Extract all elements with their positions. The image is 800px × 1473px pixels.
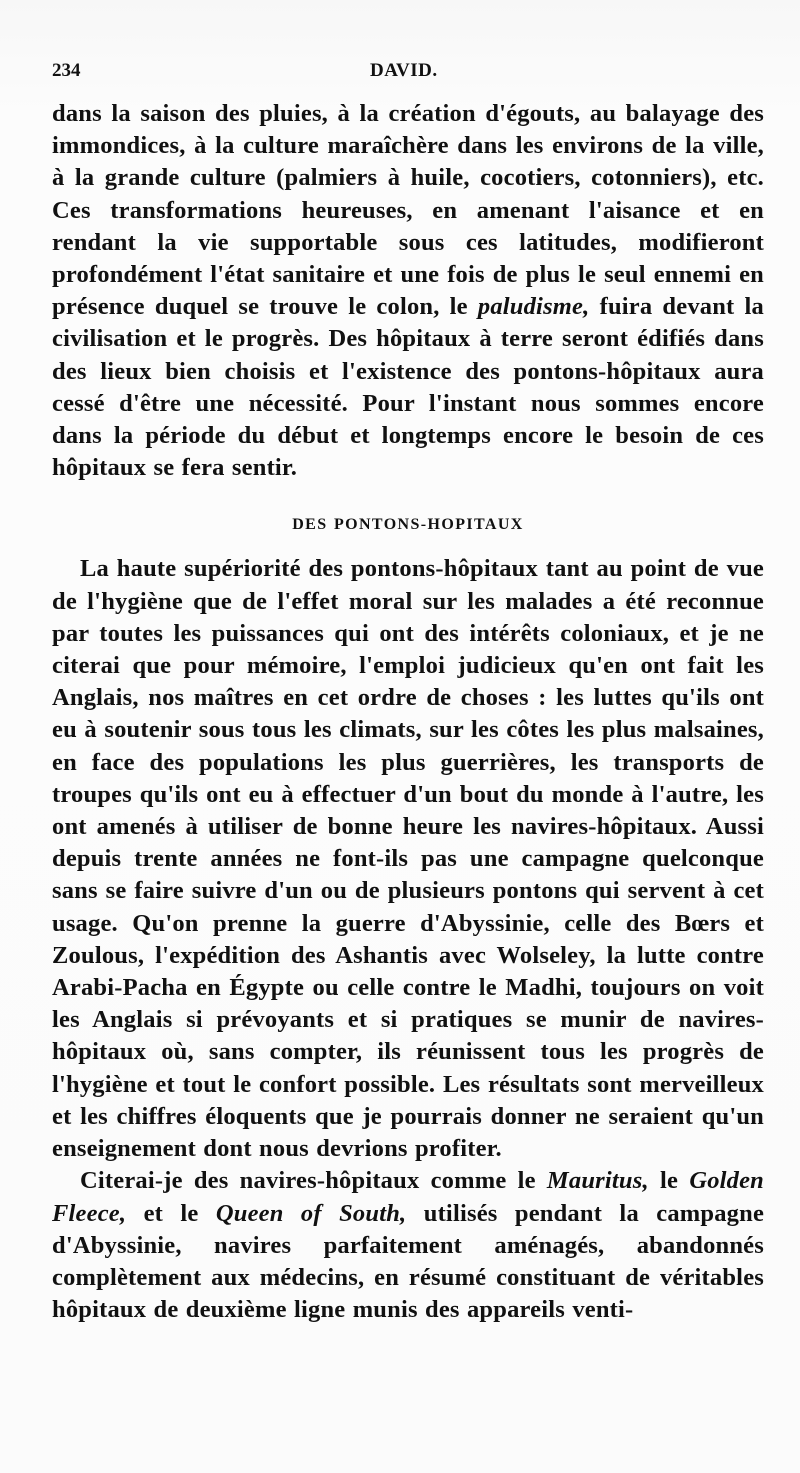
paragraph-3-end: utilisés pendant la campagne d'Abyssinie, navires parfaitement aménagés, abandonnés complètement aux médecins, en résumé constituant de véritables hôpitaux de deuxième ligne munis des appareils venti- bbox=[52, 1199, 765, 1324]
paragraph-1-end: fuira devant la civilisation et le progrès. Des hôpitaux à terre seront édifiés dans des lieux bien choisis et l'existence des pontons-hôpitaux aura cessé d'être une nécessité. Pour l'instant nous sommes encore dans la période du début et longtemps encore le besoin de ces hôpitaux se fera sentir. bbox=[52, 293, 764, 482]
paragraph-3-start: Citerai-je des navires-hôpitaux comme le bbox=[80, 1167, 536, 1195]
page-header bbox=[52, 60, 760, 88]
paragraph-3-connector-2: et le bbox=[143, 1199, 199, 1227]
paragraph-2: La haute supériorité des pontons-hôpitaux tant au point de vue de l'hygiène que de l'effet moral sur les malades a été reconnue par toutes les puissances qui ont des intérêts coloniaux, et je ne citerai que pour mémoire, l'emploi judicieux qu'en ont fait les Anglais, nos maîtres en cet ordre de choses : les luttes qu'ils ont eu à soutenir sous tous les climats, sur les côtes les plus malsaines, en face des populations les plus guerrières, les transports de troupes qu'ils ont eu à effectuer d'un bout du monde à l'autre, les ont amenés à utiliser de bonne heure les navires-hôpitaux. Aussi depuis trente années ne font-ils pas une campagne quelconque sans se faire suivre d'un ou de plusieurs pontons qui servent à cet usage. Qu'on prenne la guerre d'Abyssinie, celle des Bœrs et Zoulous, l'expédition des Ashantis avec Wolseley, la lutte contre Arabi-Pacha en Égypte ou celle contre le Madhi, toujours on voit les Anglais si prévoyants et si pratiques se munir de navires-hôpitaux où, sans compter, ils réunissent tous les progrès de l'hygiène et tout le confort possible. Les résultats sont merveilleux et les chiffres éloquents que je pourrais donner ne seraient qu'un enseignement dont nous devrions profiter. bbox=[52, 555, 764, 1163]
paragraph-3-connector-1: le bbox=[660, 1167, 679, 1195]
ship-name-queen-of-south: Queen of South, bbox=[215, 1199, 407, 1227]
ship-name-golden-fleece: Golden Fleece, bbox=[52, 1167, 765, 1227]
ship-name-mauritus: Mauritus, bbox=[546, 1167, 649, 1195]
page-number: 234 bbox=[52, 60, 81, 81]
section-title: DES PONTONS-HOPITAUX bbox=[292, 516, 524, 534]
paragraph-1-text: dans la saison des pluies, à la création d'égouts, au balayage des immondices, à la culture maraîchère dans les environs de la ville, à la grande culture (palmiers à huile, cocotiers, cotonniers), etc. Ces transformations heureuses, en amenant l'aisance et en rendant la vie supportable sous ces latitudes, modifieront profondément l'état sanitaire et une fois de plus le seul ennemi en présence duquel se trouve le colon, le bbox=[52, 100, 764, 321]
paragraph-1-italic-term: paludisme, bbox=[477, 293, 590, 321]
body-text bbox=[52, 98, 764, 1326]
paragraph-1 bbox=[52, 98, 764, 484]
running-head: DAVID. bbox=[370, 60, 438, 81]
paragraph-3 bbox=[52, 1165, 764, 1326]
